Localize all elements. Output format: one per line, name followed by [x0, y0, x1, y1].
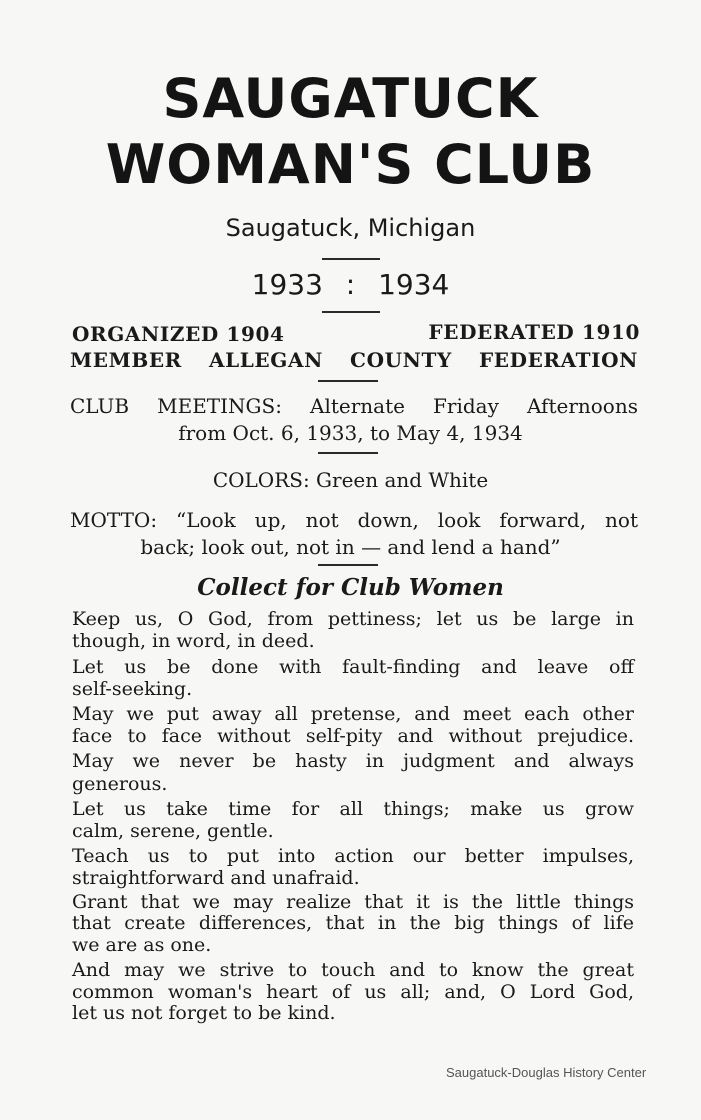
club-title-line-1: SAUGATUCK — [162, 67, 539, 130]
collect-line: though, in word, in deed. — [72, 630, 315, 652]
collect-line: Keep us, O God, from pettiness; let us be large in — [72, 608, 634, 630]
club-motto-continued: back; look out, not in — and lend a hand” — [140, 535, 561, 559]
federation-membership: MEMBER ALLEGAN COUNTY FEDERATION — [70, 348, 638, 372]
collect-line: And may we strive to touch and to know the great — [72, 959, 634, 981]
collect-line: we are as one. — [72, 934, 212, 956]
club-title-line-2: WOMAN'S CLUB — [105, 133, 596, 196]
collect-line: face to face without self-pity and without prejudice. — [72, 725, 634, 747]
collect-line: calm, serene, gentle. — [72, 820, 274, 842]
collect-heading: Collect for Club Women — [197, 574, 504, 601]
collect-line: May we put away all pretense, and meet each other — [72, 703, 634, 725]
club-years: 1933 : 1934 — [251, 268, 450, 301]
collect-line: Let us be done with fault-finding and leave off — [72, 656, 634, 678]
divider-rule — [318, 564, 378, 566]
collect-line: Let us take time for all things; make us grow — [72, 798, 634, 820]
club-meetings: CLUB MEETINGS: Alternate Friday Afternoons — [70, 394, 638, 418]
club-motto: MOTTO: “Look up, not down, look forward, not — [70, 508, 638, 532]
collect-line: let us not forget to be kind. — [72, 1002, 336, 1024]
federated-year: FEDERATED 1910 — [428, 320, 640, 344]
collect-line: Teach us to put into action our better impulses, — [72, 845, 634, 867]
collect-line: common woman's heart of us all; and, O Lord God, — [72, 981, 634, 1003]
meetings-dates: from Oct. 6, 1933, to May 4, 1934 — [178, 421, 523, 445]
image-credit: Saugatuck-Douglas History Center — [446, 1065, 647, 1080]
club-colors: COLORS: Green and White — [212, 468, 489, 492]
collect-line: May we never be hasty in judgment and always — [72, 750, 634, 772]
collect-line: Grant that we may realize that it is the little things — [72, 891, 634, 913]
collect-line: that create differences, that in the big things of life — [72, 912, 634, 934]
location-subtitle: Saugatuck, Michigan — [225, 214, 476, 242]
divider-rule — [318, 452, 378, 454]
divider-rule — [322, 258, 380, 260]
collect-line: self-seeking. — [72, 678, 193, 700]
collect-line: generous. — [72, 773, 168, 795]
organized-year: ORGANIZED 1904 — [72, 322, 285, 346]
divider-rule — [322, 311, 380, 313]
collect-line: straightforward and unafraid. — [72, 867, 360, 889]
divider-rule — [318, 380, 378, 382]
